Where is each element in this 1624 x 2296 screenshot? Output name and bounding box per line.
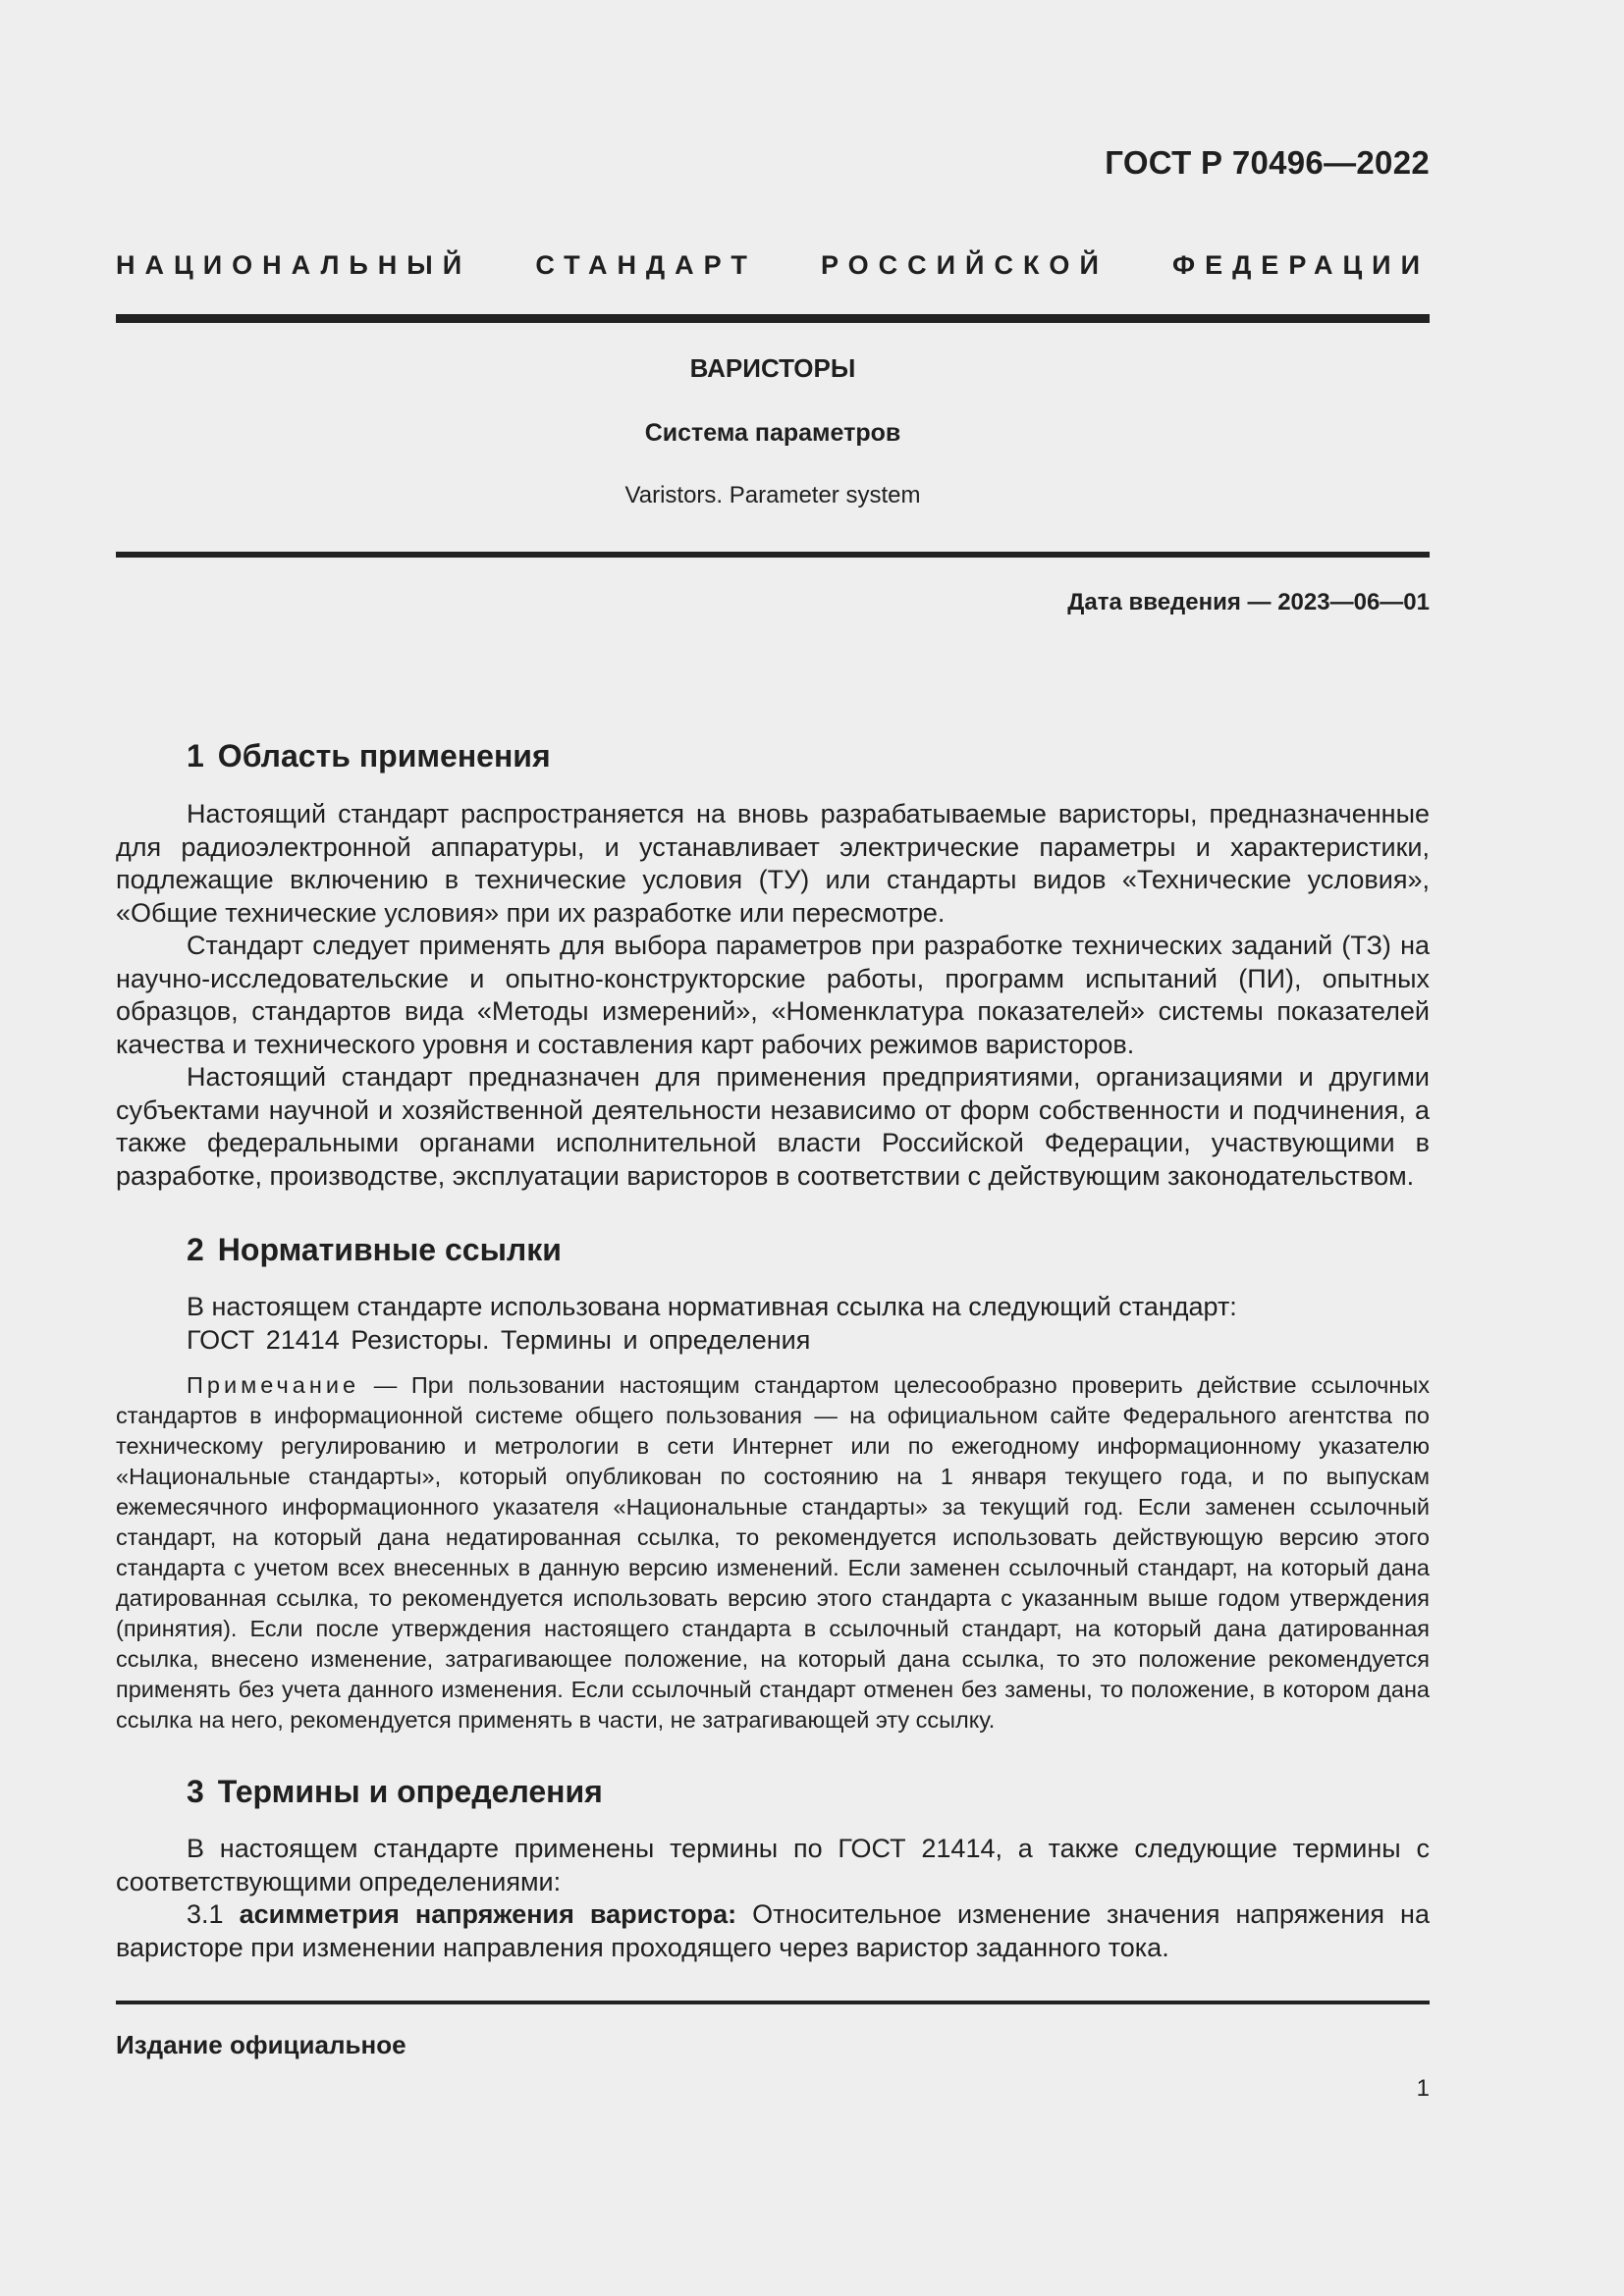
paragraph: В настоящем стандарте применены термины по ГОСТ 21414, а также следующие термины с соответствующими определениями: (116, 1834, 1430, 1896)
section-2-heading (187, 1232, 562, 1268)
section-2-body (116, 1291, 1430, 1357)
standard-title-english: Varistors. Parameter system (624, 482, 921, 508)
page-number: 1 (1416, 2075, 1430, 2102)
paragraph: Настоящий стандарт распространяется на вновь разрабатываемые варисторы, предназначенные для радиоэлектронной аппаратуры, и устанавливает электрические параметры и характеристики, подлежащие включению в технические условия (ТУ) или стандарты видов «Технические условия», «Общие технические условия» при их разработке или пересмотре. (116, 799, 1430, 928)
section-number: 1 (187, 738, 204, 774)
title-divider (116, 552, 1430, 558)
note (116, 1370, 1430, 1735)
footer-divider (116, 2001, 1430, 2004)
term-name: асимметрия напряжения варистора: (239, 1899, 737, 1929)
introduction-date: Дата введения — 2023—06—01 (1067, 589, 1430, 615)
standard-title: ВАРИСТОРЫ (689, 353, 856, 383)
header-divider (116, 314, 1430, 323)
section-number: 2 (187, 1232, 204, 1267)
section-1-body (116, 798, 1430, 1193)
edition-label: Издание официальное (116, 2030, 406, 2059)
section-title: Нормативные ссылки (217, 1232, 562, 1267)
section-title: Область применения (217, 738, 551, 774)
term-text: Относительное изменение значения напряжения на варисторе при изменении направления проходящего через варистор заданного тока. (116, 1899, 1430, 1962)
reference-item: ГОСТ 21414 Резисторы. Термины и определения (187, 1324, 811, 1355)
paragraph: В настоящем стандарте использована нормативная ссылка на следующий стандарт: (187, 1292, 1237, 1321)
note-label: Примечание (187, 1372, 360, 1398)
note-text: — При пользовании настоящим стандартом целесообразно проверить действие ссылочных стандартов в информационной системе общего пользования — на официальном сайте Федерального агентства по техническому регулированию и метрологии в сети Интернет или по ежегодному информационному указателю «Национальные стандарты», который опубликован по состоянию на 1 января текущего года, и по выпускам ежемесячного информационного указателя «Национальные стандарты» за текущий год. Если заменен ссылочный стандарт, на который дана недатированная ссылка, то рекомендуется использовать действующую версию этого стандарта с учетом всех внесенных в данную версию изменений. Если заменен ссылочный стандарт, на который дана датированная ссылка, то рекомендуется использовать версию этого стандарта с указанным выше годом утверждения (принятия). Если после утверждения настоящего стандарта в ссылочный стандарт, на который дана датированная ссылка, внесено изменение, затрагивающее положение, на который дана ссылка, то это положение рекомендуется применять без учета данного изменения. Если ссылочный стандарт отменен без замены, то положение, в котором дана ссылка на него, рекомендуется применять в части, не затрагивающей эту ссылку. (116, 1372, 1430, 1733)
section-3-body (116, 1833, 1430, 1964)
section-number: 3 (187, 1774, 204, 1809)
document-number: ГОСТ Р 70496—2022 (1105, 144, 1430, 181)
paragraph: Настоящий стандарт предназначен для применения предприятиями, организациями и другими субъектами научной и хозяйственной деятельности независимо от форм собственности и подчинения, а также федеральными органами исполнительной власти Российской Федерации, участвующими в разработке, производстве, эксплуатации варисторов в соответствии с действующим законодательством. (116, 1062, 1430, 1191)
section-3-heading (187, 1774, 603, 1810)
term-number: 3.1 (187, 1899, 224, 1929)
paragraph: Стандарт следует применять для выбора параметров при разработке технических заданий (ТЗ) на научно-исследовательские и опытно-конструкторские работы, программ испытаний (ПИ), опытных образцов, стандартов вида «Методы измерений», «Номенклатура показателей» системы показателей качества и технического уровня и составления карт рабочих режимов варисторов. (116, 931, 1430, 1059)
section-1-heading (187, 738, 551, 774)
national-standard-title: НАЦИОНАЛЬНЫЙ СТАНДАРТ РОССИЙСКОЙ ФЕДЕРАЦИИ (116, 250, 1430, 280)
term-definition (116, 1898, 1430, 1964)
standard-subtitle: Система параметров (644, 419, 901, 447)
section-title: Термины и определения (217, 1774, 603, 1809)
